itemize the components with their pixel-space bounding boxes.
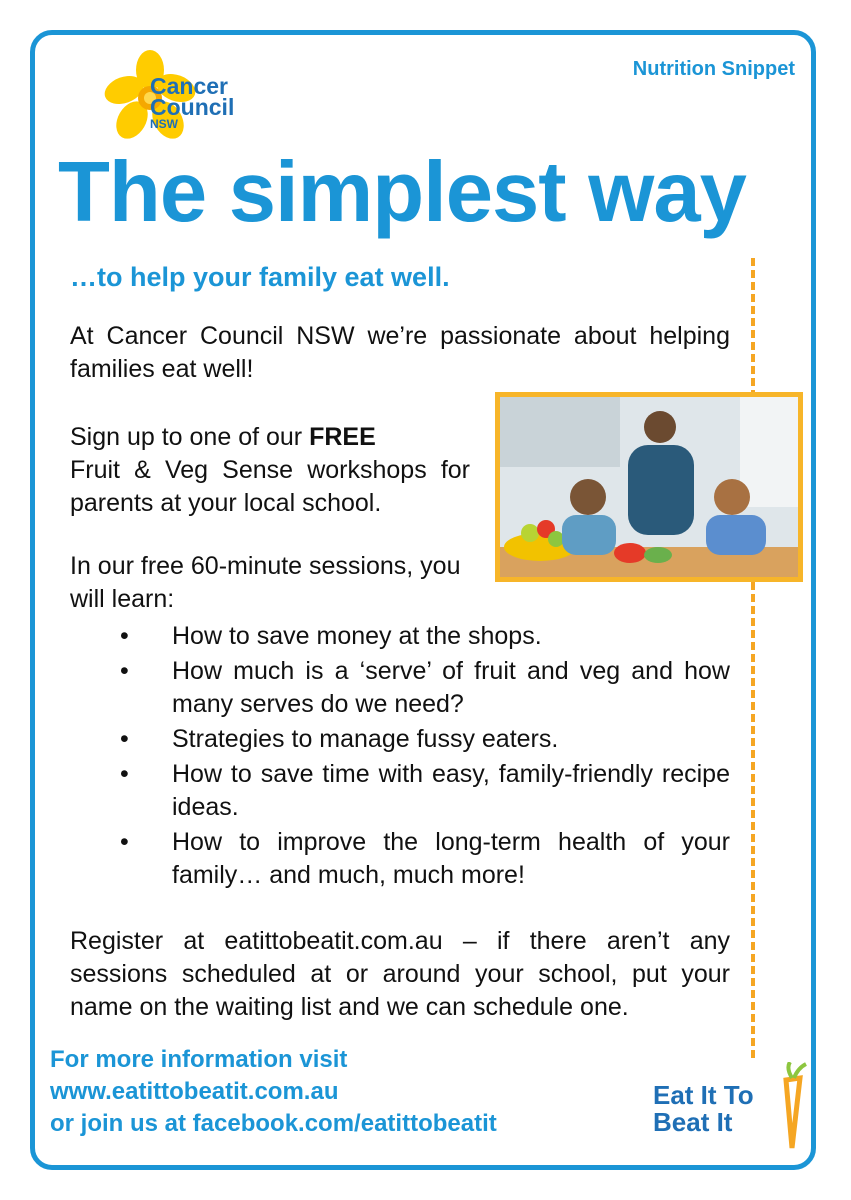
list-item-text: Strategies to manage fussy eaters. <box>172 725 559 753</box>
list-item <box>70 826 730 892</box>
tagline: …to help your family eat well. <box>70 262 450 292</box>
list-item <box>70 655 730 721</box>
bullet-icon: • <box>120 760 129 788</box>
bullet-icon: • <box>120 828 129 856</box>
list-item-text: How to save money at the shops. <box>172 622 542 650</box>
family-cooking-photo <box>495 392 803 582</box>
bullet-icon: • <box>120 657 129 685</box>
register-paragraph: Register at eatittobeatit.com.au – if there aren’t any sessions scheduled at or around your school, put your name on the waiting list and we can schedule one. <box>70 927 730 1021</box>
intro-paragraph: At Cancer Council NSW we’re passionate about helping families eat well! <box>70 322 730 383</box>
list-item-text: How to improve the long-term health of your family… and much, much more! <box>172 828 730 889</box>
list-item-text: How to save time with easy, family-friendly recipe ideas. <box>172 760 730 821</box>
headline-block <box>58 135 808 250</box>
dotted-divider <box>751 258 755 1058</box>
brand-line1: Eat It To <box>653 1080 754 1110</box>
org-name-line1: Cancer <box>150 73 228 99</box>
page-title: The simplest way <box>58 145 746 240</box>
signup-rest: Fruit & Veg Sense workshops for parents at your local school. <box>70 456 470 517</box>
signup-prefix: Sign up to one of our <box>70 423 310 451</box>
org-name-line3: NSW <box>150 117 178 131</box>
list-item-text: How much is a ‘serve’ of fruit and veg and how many serves do we need? <box>172 657 730 718</box>
eat-it-to-beat-it-logo <box>653 1082 754 1136</box>
facebook-link[interactable]: or join us at facebook.com/eatittobeatit <box>50 1110 497 1137</box>
website-link[interactable]: www.eatittobeatit.com.au <box>50 1078 339 1105</box>
footer-line1: For more information visit <box>50 1046 348 1073</box>
brand-line2: Beat It <box>653 1107 733 1137</box>
signup-free: FREE <box>309 423 376 451</box>
bullet-icon: • <box>120 622 129 650</box>
snippet-label: Nutrition Snippet <box>632 58 795 80</box>
bullet-icon: • <box>120 725 129 753</box>
list-item <box>70 758 730 824</box>
photo-illustration-icon <box>500 397 798 577</box>
learning-list <box>70 620 730 894</box>
footer-info <box>50 1044 497 1140</box>
list-item <box>70 723 730 756</box>
org-logo-text <box>150 73 235 131</box>
sessions-intro: In our free 60-minute sessions, you will learn: <box>70 552 461 613</box>
org-name-line2: Council <box>150 94 235 120</box>
signup-paragraph <box>70 421 470 520</box>
list-item <box>70 620 730 653</box>
